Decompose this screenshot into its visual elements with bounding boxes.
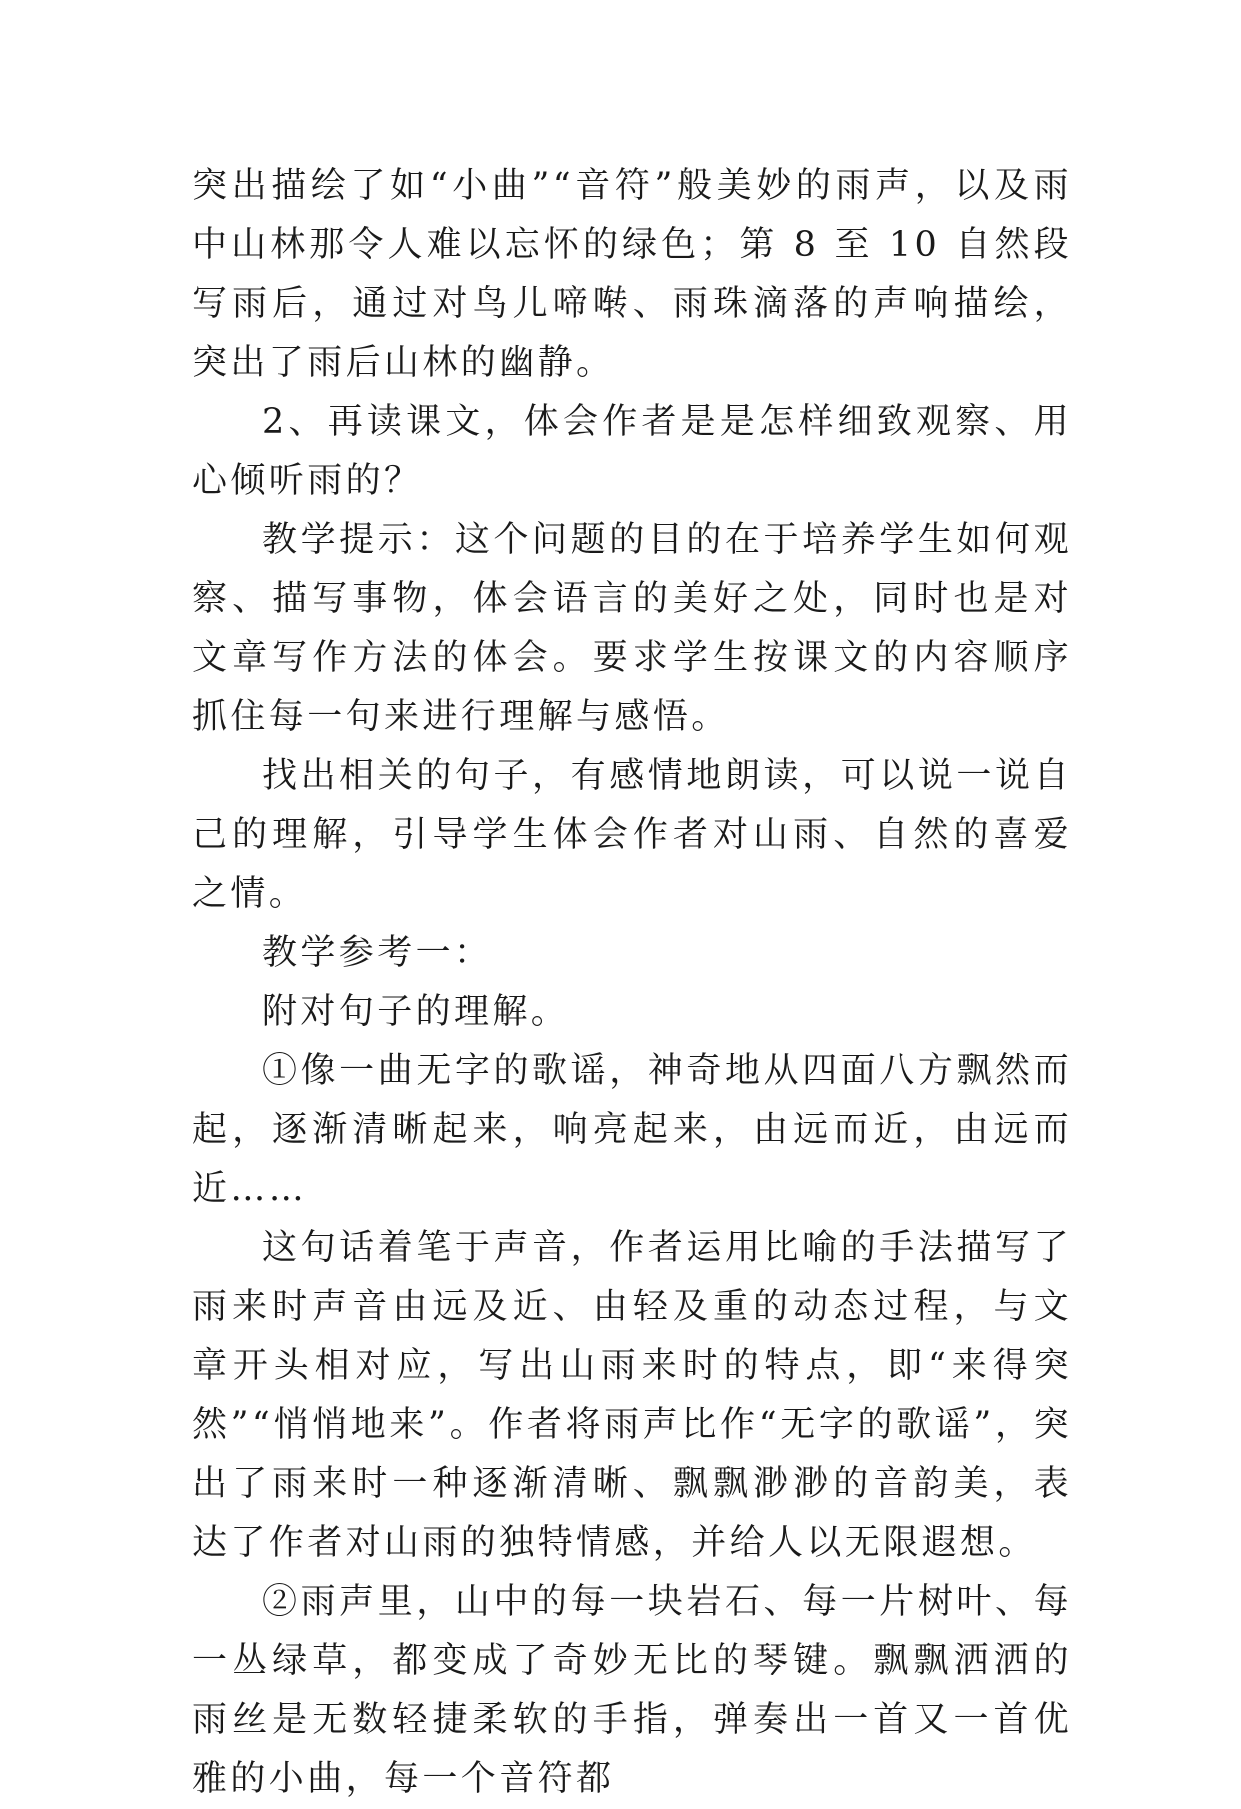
paragraph-sentence-2: ②雨声里，山中的每一块岩石、每一片树叶、每一丛绿草，都变成了奇妙无比的琴键。飘飘洒洒的雨丝是无数轻捷柔软的手指，弹奏出一首又一首优雅的小曲，每一个音符都 <box>192 1582 1072 1799</box>
paragraph-sentence-1-analysis: 这句话着笔于声音，作者运用比喻的手法描写了雨来时声音由远及近、由轻及重的动态过程，与文章开头相对应，写出山雨来时的特点，即“来得突然”“悄悄地来”。作者将雨声比作“无字的歌谣”，突出了雨来时一种逐渐清晰、飘飘渺渺的音韵美，表达了作者对山雨的独特情感，并给人以无限遐想。 <box>192 1228 1072 1563</box>
paragraph-continuation: 突出描绘了如“小曲”“音符”般美妙的雨声，以及雨中山林那令人难以忘怀的绿色；第 8 至 10 自然段写雨后，通过对鸟儿啼啭、雨珠滴落的声响描绘，突出了雨后山林的幽静。 <box>192 166 1072 383</box>
paragraph-find-sentences: 找出相关的句子，有感情地朗读，可以说一说自己的理解，引导学生体会作者对山雨、自然的喜爱之情。 <box>192 756 1072 914</box>
body-text <box>192 157 1072 1809</box>
paragraph-teaching-tip: 教学提示：这个问题的目的在于培养学生如何观察、描写事物，体会语言的美好之处，同时也是对文章写作方法的体会。要求学生按课文的内容顺序抓住每一句来进行理解与感悟。 <box>192 520 1072 737</box>
paragraph-sentence-understanding: 附对句子的理解。 <box>262 992 570 1032</box>
paragraph-reference-heading: 教学参考一： <box>262 933 493 973</box>
paragraph-sentence-1: ①像一曲无字的歌谣，神奇地从四面八方飘然而起，逐渐清晰起来，响亮起来，由远而近，由远而近…… <box>192 1051 1072 1209</box>
paragraph-question-2: 2、再读课文，体会作者是是怎样细致观察、用心倾听雨的？ <box>192 402 1072 501</box>
